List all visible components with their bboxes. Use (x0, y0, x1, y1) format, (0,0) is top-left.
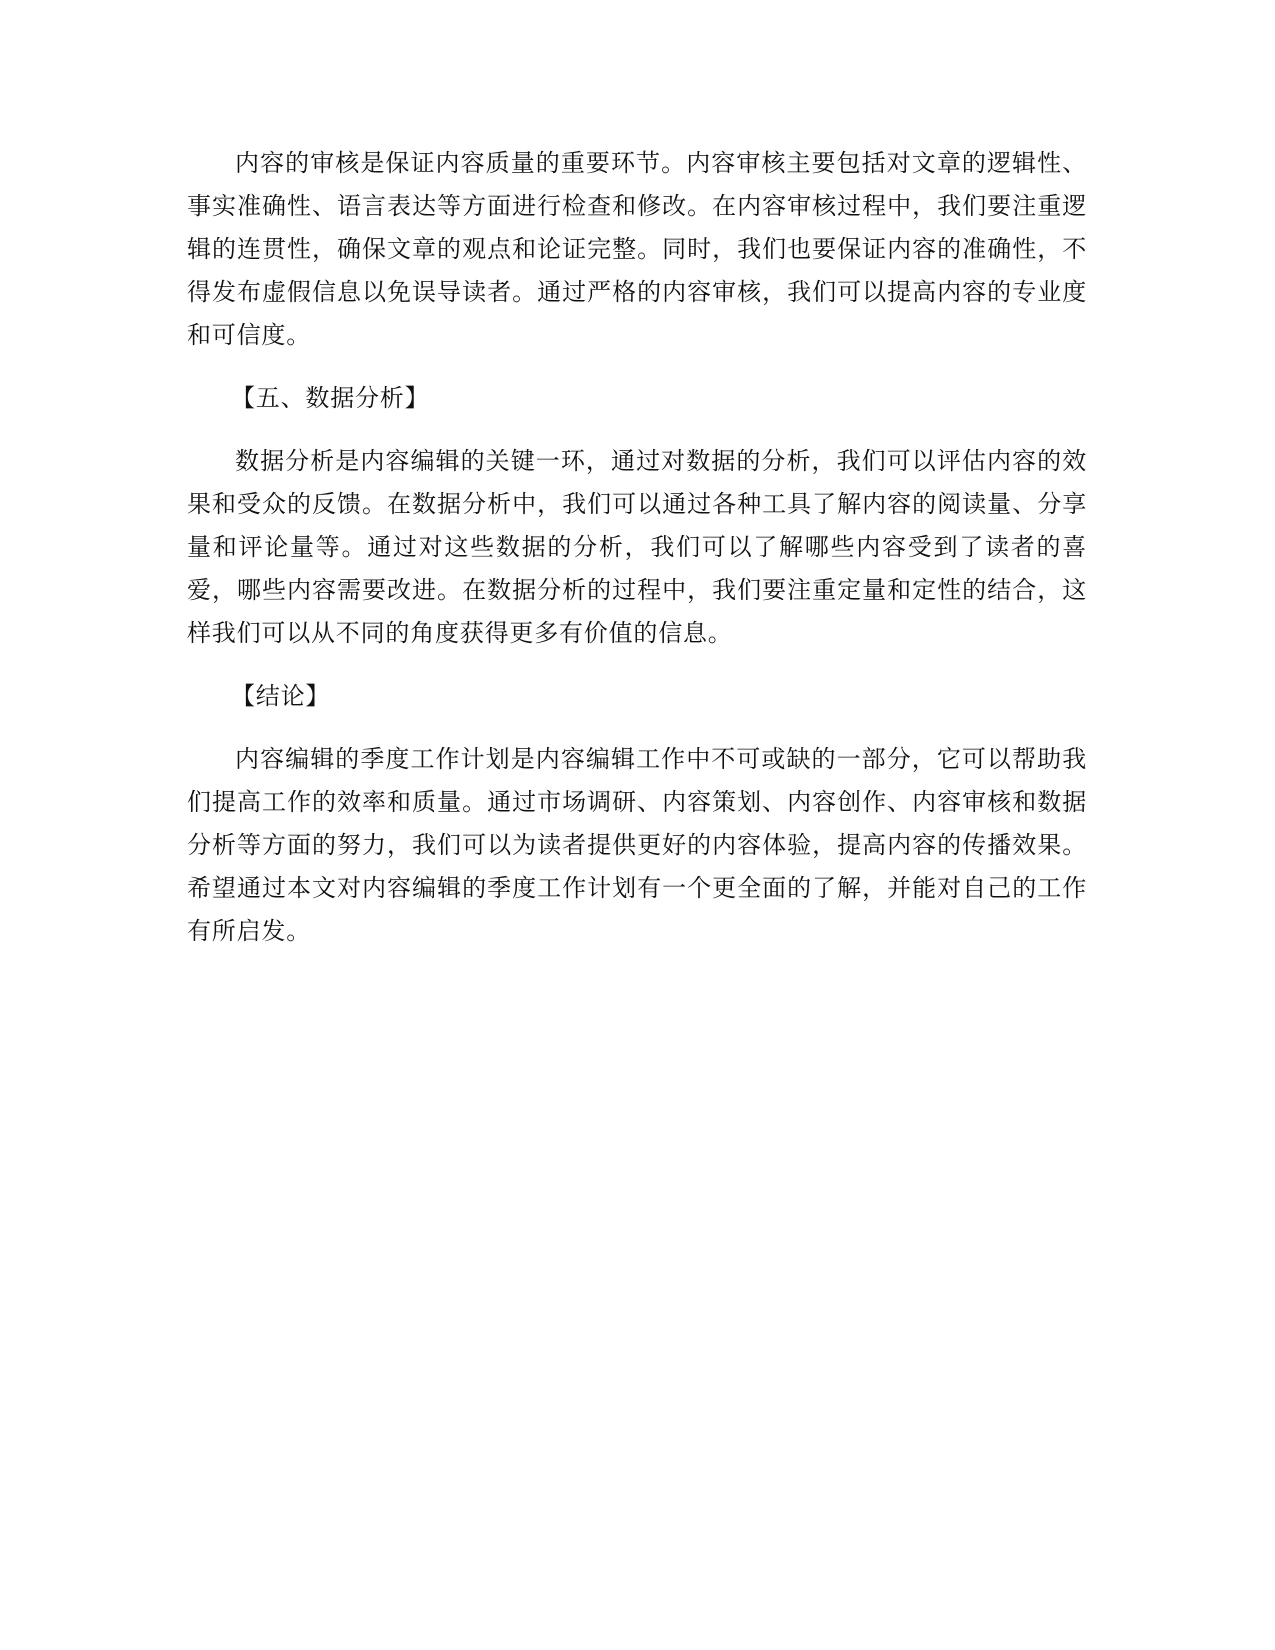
paragraph-conclusion: 内容编辑的季度工作计划是内容编辑工作中不可或缺的一部分，它可以帮助我们提高工作的效率和质量。通过市场调研、内容策划、内容创作、内容审核和数据分析等方面的努力，我们可以为读者提供更好的内容体验，提高内容的传播效果。希望通过本文对内容编辑的季度工作计划有一个更全面的了解，并能对自己的工作有所启发。 (187, 745, 1087, 945)
heading-conclusion: 【结论】 (231, 682, 331, 710)
heading-data-analysis: 【五、数据分析】 (231, 384, 430, 412)
paragraph-content-review: 内容的审核是保证内容质量的重要环节。内容审核主要包括对文章的逻辑性、事实准确性、语言表达等方面进行检查和修改。在内容审核过程中，我们要注重逻辑的连贯性，确保文章的观点和论证完整。同时，我们也要保证内容的准确性，不得发布虚假信息以免误导读者。通过严格的内容审核，我们可以提高内容的专业度和可信度。 (187, 149, 1087, 349)
document-body (187, 142, 1087, 973)
paragraph-data-analysis: 数据分析是内容编辑的关键一环，通过对数据的分析，我们可以评估内容的效果和受众的反馈。在数据分析中，我们可以通过各种工具了解内容的阅读量、分享量和评论量等。通过对这些数据的分析，我们可以了解哪些内容受到了读者的喜爱，哪些内容需要改进。在数据分析的过程中，我们要注重定量和定性的结合，这样我们可以从不同的角度获得更多有价值的信息。 (187, 447, 1087, 647)
